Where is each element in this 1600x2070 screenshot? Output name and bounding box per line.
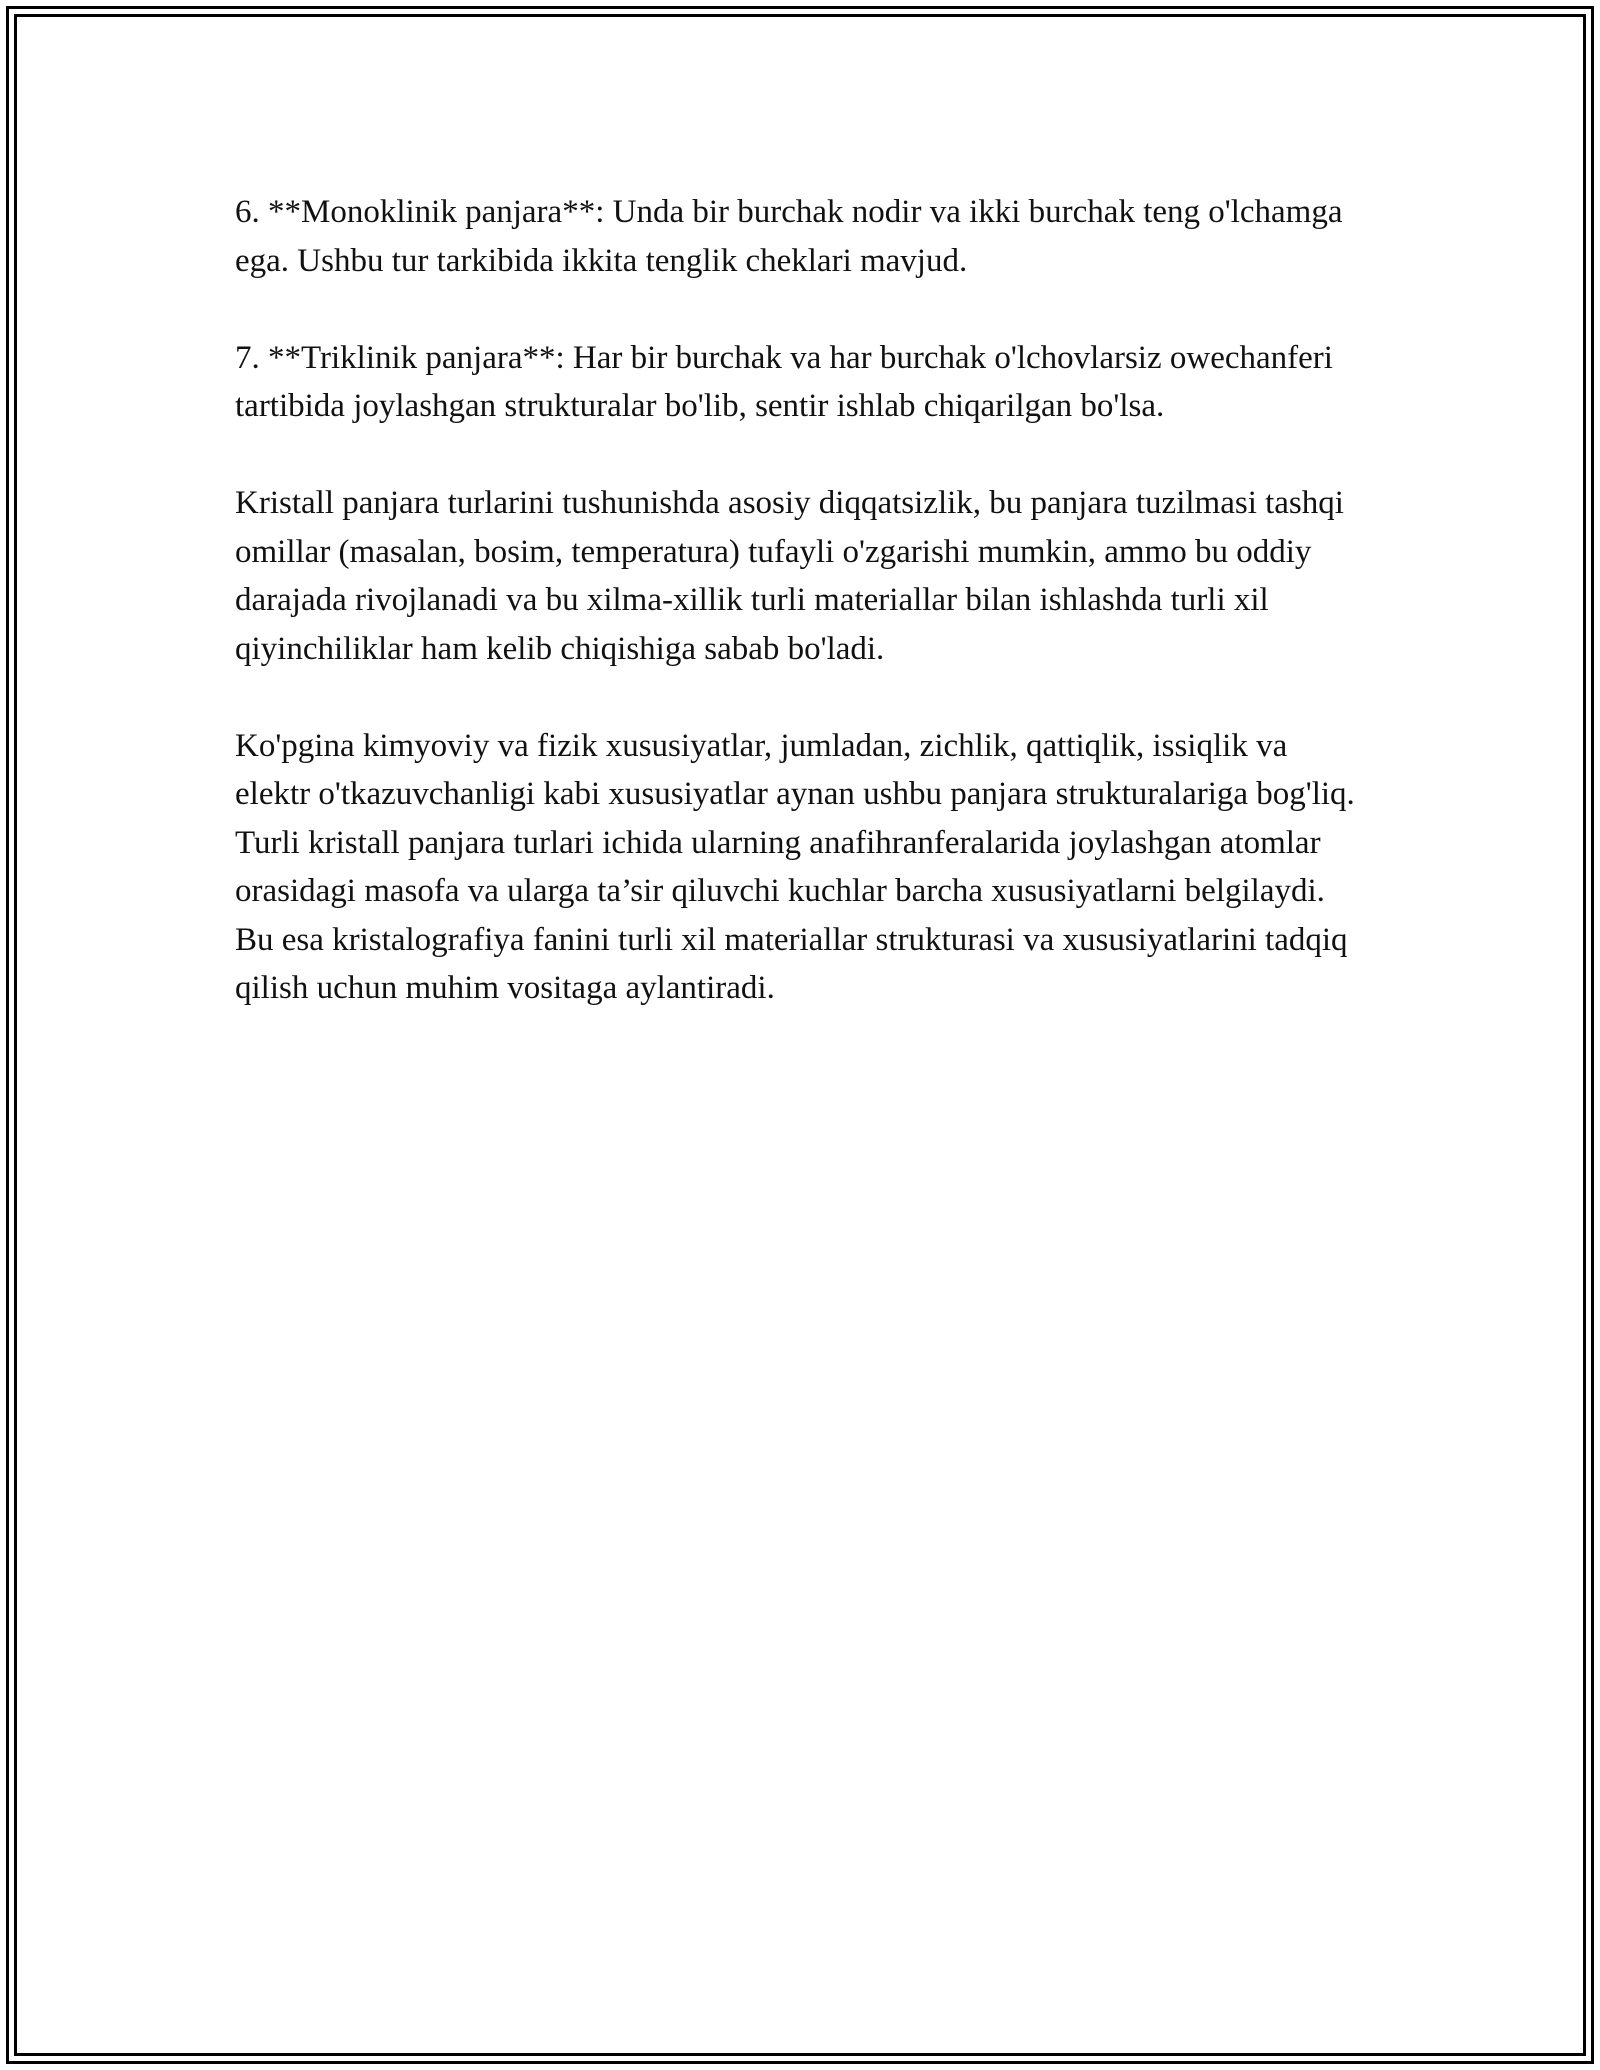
paragraph-lattice-understanding: Kristall panjara turlarini tushunishda asosiy diqqatsizlik, bu panjara tuzilmasi tashqi omillar (masalan, bosim, temperatura) tufayli o'zgarishi mumkin, ammo bu oddiy darajada rivojlanadi va bu xilma-xillik turli materiallar bilan ishlashda turli xil qiyinchiliklar ham kelib chiqishiga sabab bo'ladi. [235,485,1344,667]
document-body [235,188,1365,1061]
paragraph-properties: Ko'pgina kimyoviy va fizik xususiyatlar, jumladan, zichlik, qattiqlik, issiqlik va elektr o'tkazuvchanligi kabi xususiyatlar aynan ushbu panjara strukturalariga bog'liq. Turli kristall panjara turlari ichida ularning anafihranferalarida joylashgan atomlar orasidagi masofa va ularga ta’sir qiluvchi kuchlar barcha xususiyatlarni belgilaydi. Bu esa kristalografiya fanini turli xil materiallar strukturasi va xususiyatlarini tadqiq qilish uchun muhim vositaga aylantiradi. [235,727,1355,1006]
paragraph-monoclinic: 6. **Monoklinik panjara**: Unda bir burchak nodir va ikki burchak teng o'lchamga ega. Ushbu tur tarkibida ikkita tenglik cheklari mavjud. [235,194,1343,279]
paragraph-triclinic: 7. **Triklinik panjara**: Har bir burchak va har burchak o'lchovlarsiz owechanferi tartibida joylashgan strukturalar bo'lib, sentir ishlab chiqarilgan bo'lsa. [235,339,1333,424]
